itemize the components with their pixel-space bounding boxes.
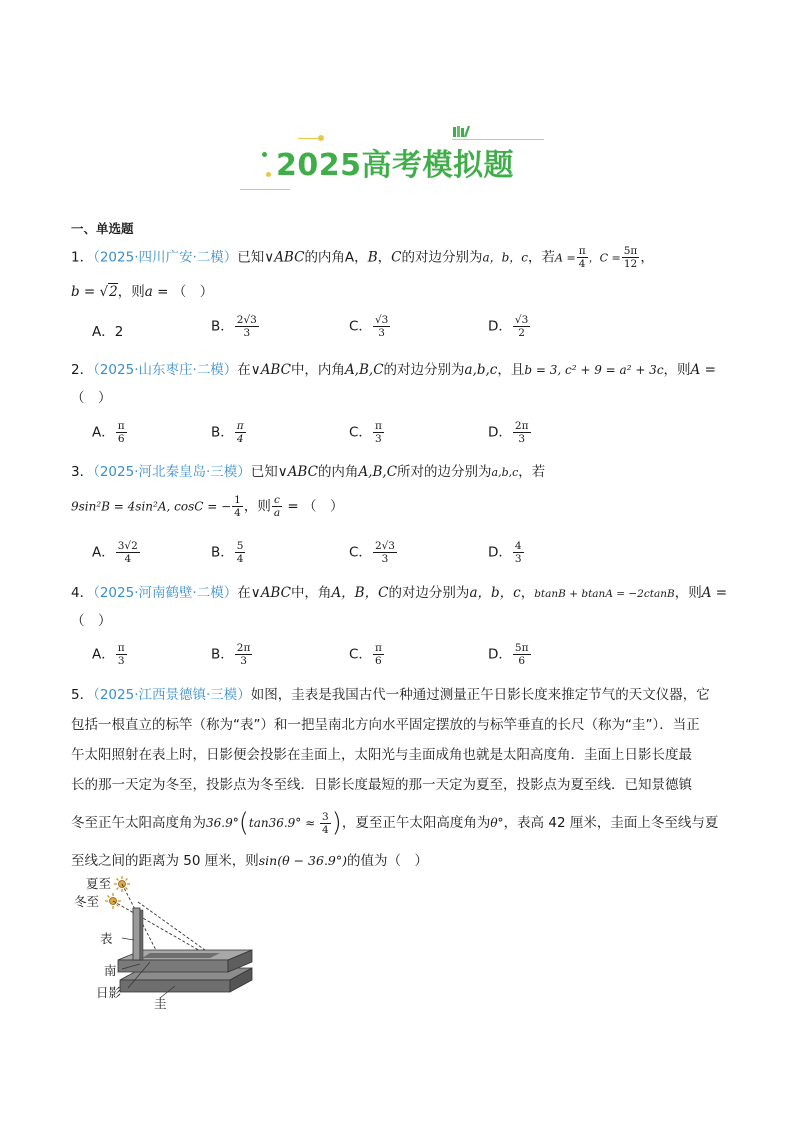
fraction: $\frac{\pi}{6}$ [374, 642, 382, 667]
fraction: $\frac{\pi}{3}$ [374, 420, 382, 445]
sqrt-sign: √ [99, 284, 109, 300]
question-1-option-d[interactable]: D． $\frac{√3}{2}$ [488, 314, 529, 339]
question-1-line-2: b = √2，则a = （ ） [71, 284, 214, 300]
question-2-line-2: （ ） [71, 390, 112, 406]
question-5 [71, 680, 726, 876]
question-1-option-b[interactable]: B． $\frac{2√3}{3}$ [211, 314, 257, 339]
question-2-option-b[interactable]: B． $\frac{\pi}{4}$ [211, 420, 244, 445]
figure-label-gui: 圭 [154, 996, 167, 1011]
question-2-option-c[interactable]: C． $\frac{\pi}{3}$ [349, 420, 382, 445]
fraction: $\frac{2√3}{3}$ [374, 540, 395, 565]
figure-label-south: 南 [104, 963, 117, 978]
page-title: 2025高考模拟题 [276, 148, 514, 183]
decor-line-bottom [240, 189, 290, 190]
question-3-line-2: 9sin²B = 4sin²A, cosC = − $\frac{1}{4}$ ，则 $\frac{c}{a}$ = （ ） [71, 494, 344, 519]
question-2-option-a[interactable]: A． $\frac{\pi}{6}$ [92, 420, 125, 445]
question-3-option-d[interactable]: D． $\frac{4}{3}$ [488, 540, 522, 565]
figure-label-shadow: 日影 [96, 985, 122, 1000]
fraction: $\frac{\pi}{4}$ [236, 420, 244, 445]
question-3-option-a[interactable]: A． $\frac{3√2}{4}$ [92, 540, 138, 565]
decor-dot-left [262, 152, 267, 157]
fraction: $\frac{3}{4}$ [321, 810, 329, 836]
figure-label-winter: 冬至 [74, 894, 100, 909]
question-source: （2025·河南鹤壁·二模） [93, 585, 238, 601]
decor-dot-bottom [266, 172, 271, 177]
fraction: $\frac{√3}{2}$ [514, 314, 529, 339]
question-4-option-a[interactable]: A． $\frac{\pi}{3}$ [92, 642, 125, 667]
question-4-line-2: （ ） [71, 613, 112, 629]
figure-label-summer: 夏至 [86, 876, 112, 891]
question-source: （2025·四川广安·二模） [93, 249, 238, 266]
fraction: $\frac{\pi}{3}$ [117, 642, 125, 667]
question-1-option-c[interactable]: C． $\frac{√3}{3}$ [349, 314, 389, 339]
fraction: $\frac{2√3}{3}$ [236, 314, 257, 339]
fraction: $\frac{√3}{3}$ [374, 314, 389, 339]
question-4-option-d[interactable]: D． $\frac{5\pi}{6}$ [488, 642, 529, 667]
section-heading: 一、单选题 [71, 221, 134, 236]
question-5-line-5: 冬至正午太阳高度角为36.9°(tan36.9° ≈ $\frac{3}{4}$ )，夏至正午太阳高度角为θ°，表高 42 厘米，圭面上冬至线与夏 [71, 808, 719, 838]
question-3-option-c[interactable]: C． $\frac{2√3}{3}$ [349, 540, 395, 565]
fraction: $\frac{4}{3}$ [514, 540, 522, 565]
question-5-line-2: 包括一根直立的标竿（称为“表”）和一把呈南北方向水平固定摆放的与标竿垂直的长尺（称为“圭”）．当正 [71, 717, 700, 733]
fraction: $\frac{c}{a}$ [273, 494, 281, 519]
question-source: （2025·江西景德镇·三模） [93, 687, 251, 703]
question-source: （2025·山东枣庄·二模） [93, 362, 238, 378]
question-5-line-4: 长的那一天定为冬至，投影点为冬至线．日影长度最短的那一天定为夏至，投影点为夏至线．已知景德镇 [71, 777, 692, 793]
question-5-line-3: 午太阳照射在表上时，日影便会投影在圭面上，太阳光与圭面成角也就是太阳高度角．圭面上日影长度最 [71, 747, 692, 763]
fraction: $\frac{5}{4}$ [236, 540, 244, 565]
fraction: $\frac{2\pi}{3}$ [514, 420, 529, 445]
decor-line-top [298, 138, 324, 139]
question-1-line-1: 1．（2025·四川广安·二模）已知∨ABC的内角A，B，C的对边分别为a，b，c，若A = $\frac{\pi}{4}$ ，C = $\frac{5\pi}{12}$ ， [71, 245, 654, 270]
fraction: $\frac{\pi}{4}$ [578, 245, 586, 270]
fraction: $\frac{2\pi}{3}$ [236, 642, 251, 667]
question-2-option-d[interactable]: D． $\frac{2\pi}{3}$ [488, 420, 529, 445]
fraction: $\frac{3√2}{4}$ [117, 540, 138, 565]
question-1-option-a[interactable]: A．2 [92, 324, 124, 340]
question-2-line-1: 2．（2025·山东枣庄·二模）在∨ABC中，内角A,B,C的对边分别为a,b,c，且b = 3, c² + 9 = a² + 3c，则A = [71, 362, 716, 378]
fraction: $\frac{1}{4}$ [234, 494, 241, 519]
fraction: $\frac{5\pi}{12}$ [623, 245, 638, 270]
question-source: （2025·河北秦皇岛·三模） [93, 464, 251, 480]
question-5-line-1: 5．（2025·江西景德镇·三模）如图，圭表是我国古代一种通过测量正午日影长度来推定节气的天文仪器，它 [71, 687, 710, 703]
question-3-option-b[interactable]: B． $\frac{5}{4}$ [211, 540, 244, 565]
figure-label-biao: 表 [100, 931, 113, 946]
fraction: $\frac{\pi}{6}$ [117, 420, 125, 445]
books-icon [452, 125, 470, 137]
fraction: $\frac{5\pi}{6}$ [514, 642, 529, 667]
question-5-line-6: 至线之间的距离为 50 厘米，则sin(θ − 36.9°)的值为（ ） [71, 853, 429, 869]
question-4-option-b[interactable]: B． $\frac{2\pi}{3}$ [211, 642, 251, 667]
question-3-line-1: 3．（2025·河北秦皇岛·三模）已知∨ABC的内角A,B,C所对的边分别为a,b,c，若 [71, 464, 546, 480]
question-4-option-c[interactable]: C． $\frac{\pi}{6}$ [349, 642, 382, 667]
question-4-line-1: 4．（2025·河南鹤壁·二模）在∨ABC中，角A，B，C的对边分别为a，b，c，btanB + btanA = −2ctanB，则A = [71, 585, 728, 601]
